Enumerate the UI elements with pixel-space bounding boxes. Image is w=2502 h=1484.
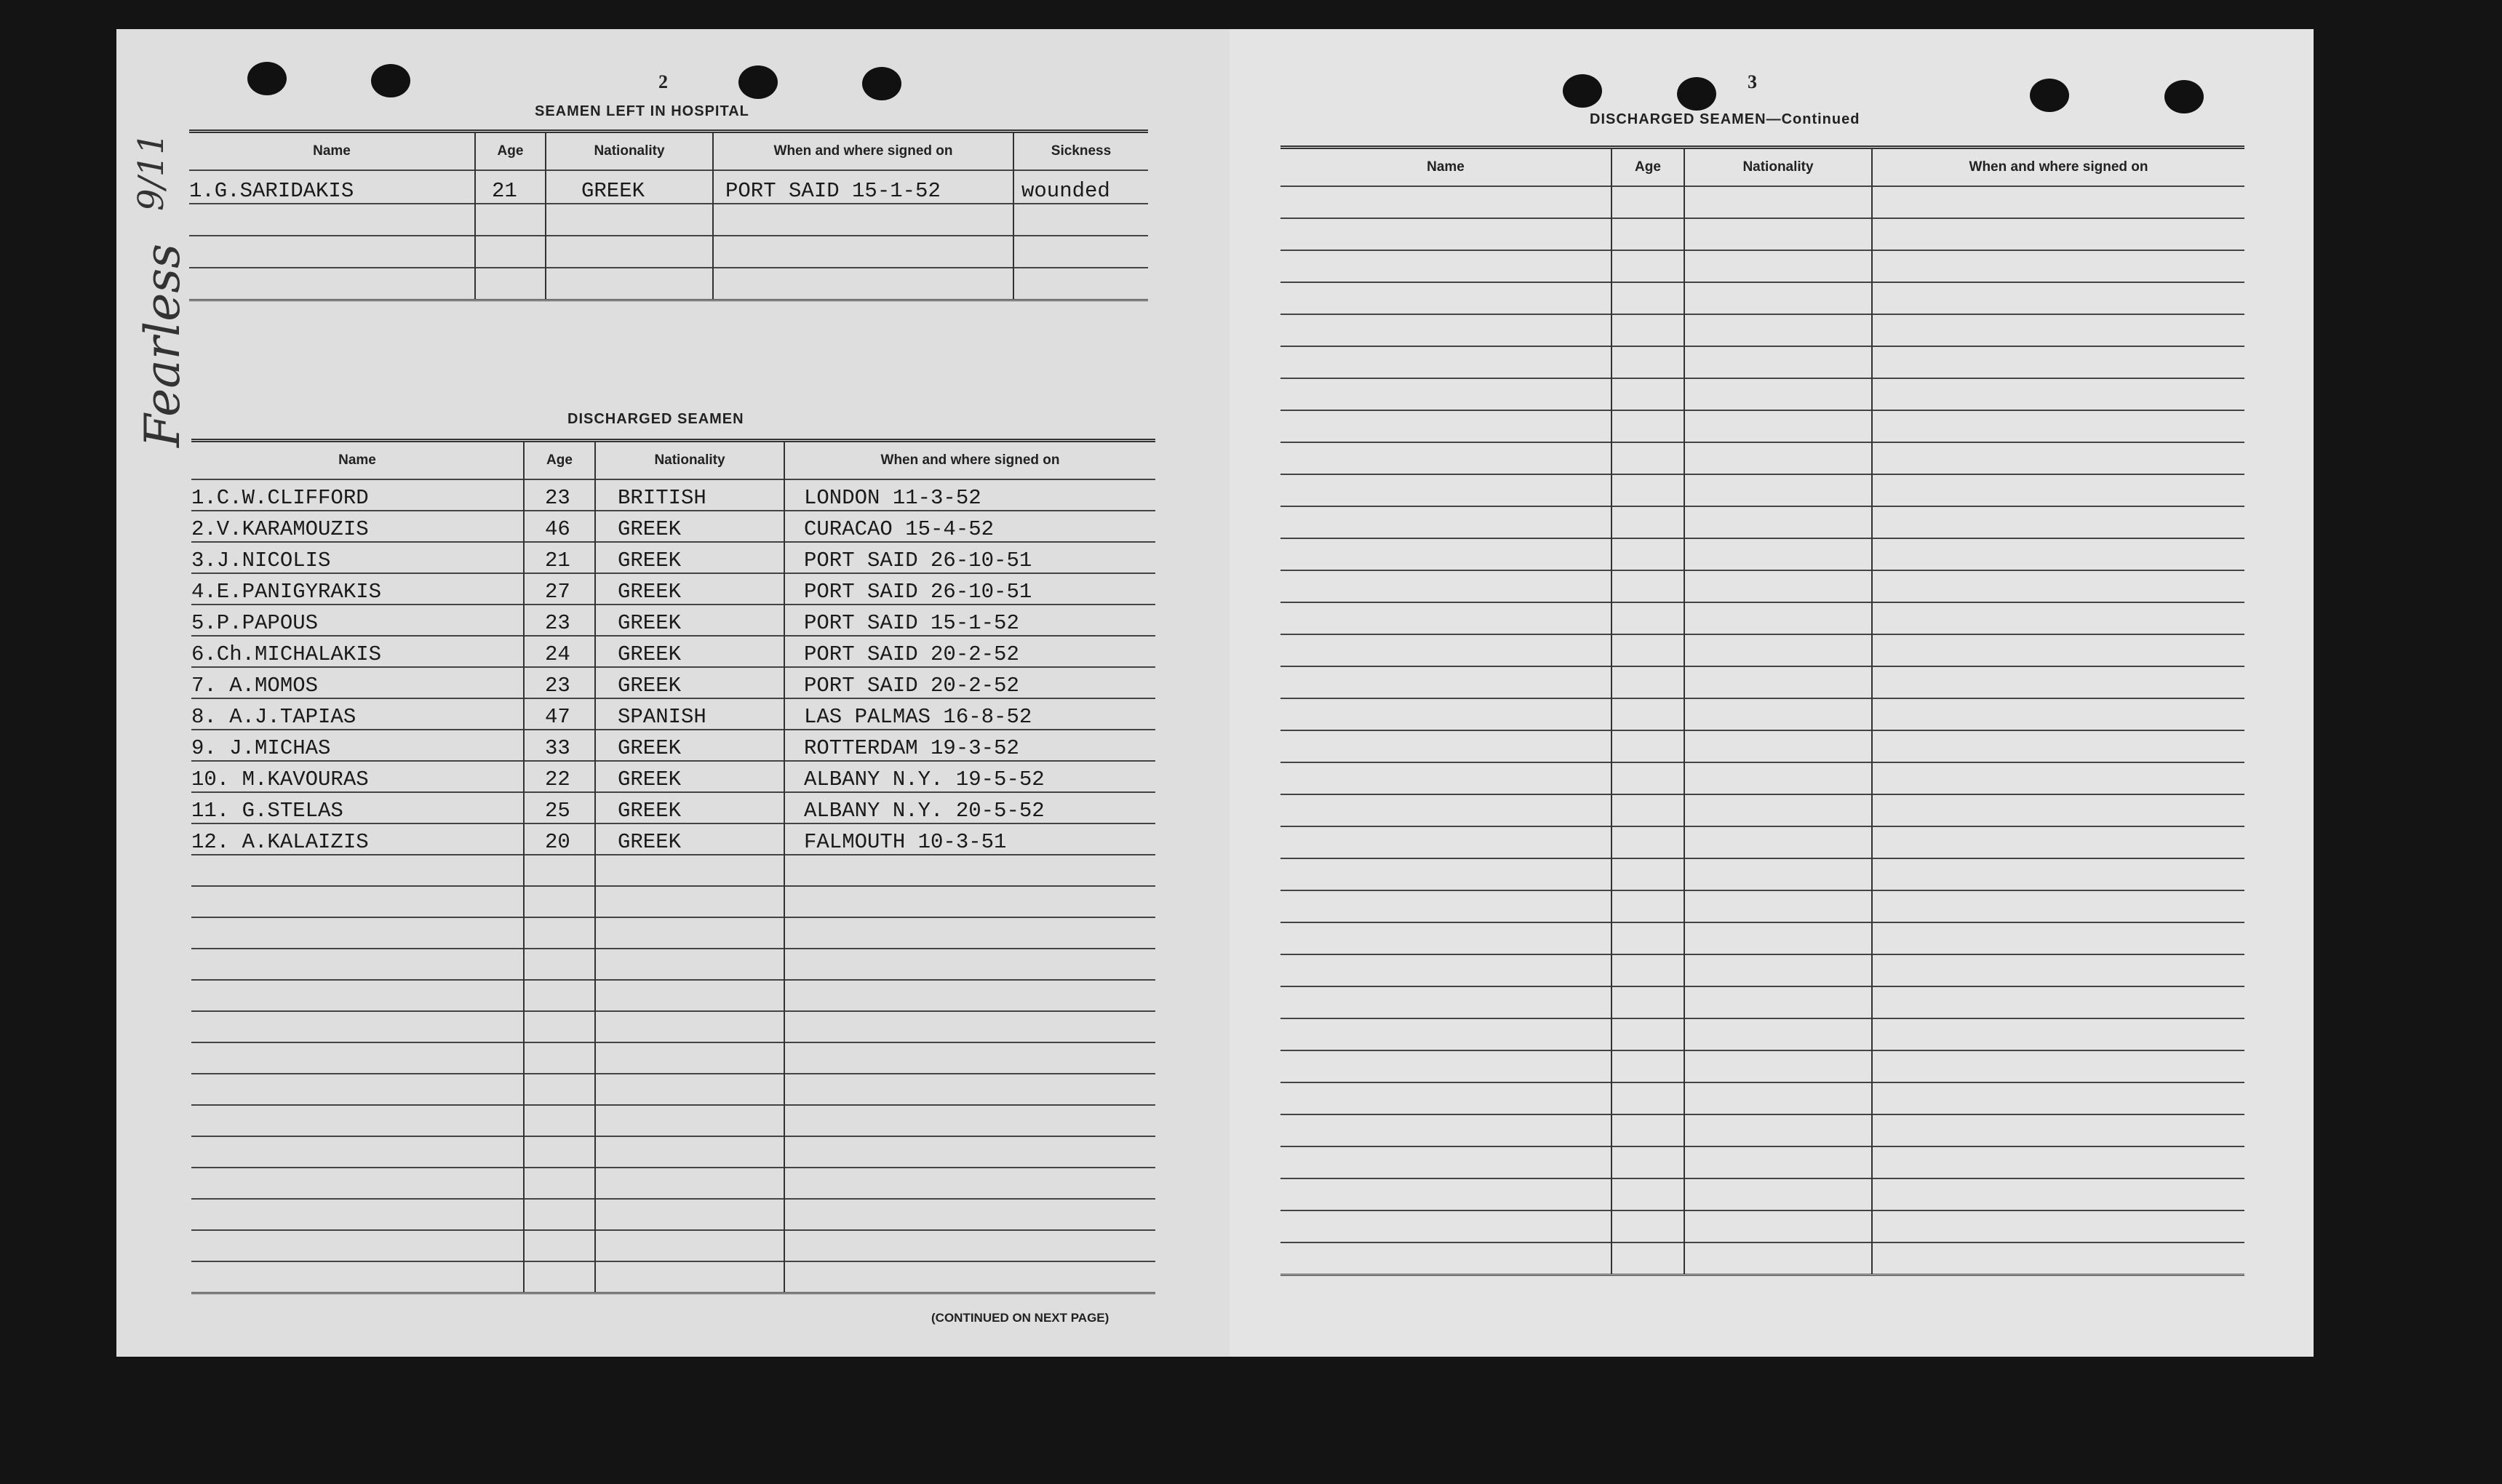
table-row — [1280, 538, 2244, 570]
cell-name: 9. J.MICHAS — [191, 730, 524, 761]
cell-age: 23 — [524, 479, 595, 511]
table-row — [1280, 794, 2244, 826]
table-row — [191, 730, 1155, 761]
table-row — [191, 980, 1155, 1011]
margin-note-name: Fearless — [135, 243, 191, 447]
cell-signed-on: PORT SAID 20-2-52 — [784, 667, 1155, 698]
table-row — [191, 698, 1155, 730]
discharged-continued-table — [1280, 145, 2244, 1276]
table-row — [189, 204, 1148, 236]
cell-age: 23 — [524, 605, 595, 636]
table-row — [189, 268, 1148, 300]
cell-nationality: GREEK — [546, 170, 713, 204]
table-row — [1280, 602, 2244, 634]
col-header-signed-on: When and where signed on — [784, 441, 1155, 480]
table-row — [191, 511, 1155, 542]
table-row — [1280, 186, 2244, 218]
table-row — [191, 636, 1155, 667]
cell-age: 27 — [524, 573, 595, 605]
cell-age: 21 — [524, 542, 595, 573]
punch-hole — [738, 65, 778, 99]
table-row — [191, 1199, 1155, 1230]
discharged-section-title: DISCHARGED SEAMEN — [567, 411, 744, 427]
table-row — [1280, 762, 2244, 794]
right-page — [1230, 29, 2314, 1357]
col-header-name: Name — [313, 143, 351, 159]
margin-note-number: 9/11 — [131, 132, 172, 211]
hospital-table — [189, 129, 1148, 301]
table-row — [191, 1105, 1155, 1136]
discharged-header-row — [191, 441, 1155, 480]
cell-signed-on: PORT SAID 15-1-52 — [784, 605, 1155, 636]
cell-signed-on: PORT SAID 26-10-51 — [784, 542, 1155, 573]
table-row — [1280, 922, 2244, 954]
table-row — [1280, 634, 2244, 666]
table-row — [1280, 666, 2244, 698]
table-row — [1280, 314, 2244, 346]
punch-hole — [371, 64, 410, 97]
cell-nationality: GREEK — [595, 542, 784, 573]
cell-name: 1.C.W.CLIFFORD — [191, 479, 524, 511]
punch-hole — [247, 62, 287, 95]
left-page — [116, 29, 1230, 1357]
table-row — [1280, 698, 2244, 730]
cell-name: 2.V.KARAMOUZIS — [191, 511, 524, 542]
table-row — [1280, 730, 2244, 762]
table-row — [1280, 442, 2244, 474]
cell-name: 7. A.MOMOS — [191, 667, 524, 698]
table-row — [1280, 1114, 2244, 1146]
cell-name: 6.Ch.MICHALAKIS — [191, 636, 524, 667]
table-row — [189, 236, 1148, 268]
table-row — [1280, 218, 2244, 250]
table-row — [191, 886, 1155, 917]
table-row — [1280, 1210, 2244, 1242]
table-row — [191, 1074, 1155, 1105]
cell-signed-on: LONDON 11-3-52 — [784, 479, 1155, 511]
punch-hole — [1563, 74, 1602, 108]
cell-nationality: GREEK — [595, 667, 784, 698]
punch-hole — [862, 67, 901, 100]
table-row — [1280, 378, 2244, 410]
cell-name: 10. M.KAVOURAS — [191, 761, 524, 792]
hospital-section-title: SEAMEN LEFT IN HOSPITAL — [535, 103, 749, 119]
table-row — [191, 823, 1155, 855]
cell-age: 23 — [524, 667, 595, 698]
table-row — [191, 1042, 1155, 1074]
table-row — [191, 1261, 1155, 1293]
table-row — [1280, 986, 2244, 1018]
cell-name: 4.E.PANIGYRAKIS — [191, 573, 524, 605]
col-header-nationality: Nationality — [595, 441, 784, 480]
col-header-nationality: Nationality — [546, 132, 713, 171]
table-row — [1280, 346, 2244, 378]
table-row — [1280, 890, 2244, 922]
cell-sickness: wounded — [1013, 170, 1148, 204]
table-row — [191, 479, 1155, 511]
table-row — [191, 792, 1155, 823]
page-number: 3 — [1748, 71, 1757, 92]
table-row — [1280, 826, 2244, 858]
cell-nationality: GREEK — [595, 636, 784, 667]
col-header-age: Age — [1611, 148, 1684, 187]
cell-signed-on: CURACAO 15-4-52 — [784, 511, 1155, 542]
table-row — [1280, 1178, 2244, 1210]
table-row — [191, 1168, 1155, 1199]
cell-age: 24 — [524, 636, 595, 667]
table-row — [191, 949, 1155, 980]
cell-nationality: GREEK — [595, 511, 784, 542]
cell-age: 20 — [524, 823, 595, 855]
col-header-name: Name — [338, 452, 376, 468]
table-row — [191, 855, 1155, 886]
continued-header-row — [1280, 148, 2244, 187]
col-header-age: Age — [475, 132, 546, 171]
table-row — [191, 1230, 1155, 1261]
table-row — [191, 605, 1155, 636]
table-row — [1280, 282, 2244, 314]
cell-nationality: GREEK — [595, 573, 784, 605]
punch-hole — [2164, 80, 2204, 113]
table-row — [1280, 1146, 2244, 1178]
table-row — [191, 542, 1155, 573]
col-header-signed-on: When and where signed on — [713, 132, 1013, 171]
cell-age: 47 — [524, 698, 595, 730]
cell-signed-on: LAS PALMAS 16-8-52 — [784, 698, 1155, 730]
table-row — [1280, 1242, 2244, 1274]
table-row — [1280, 858, 2244, 890]
table-row — [1280, 474, 2244, 506]
col-header-signed-on: When and where signed on — [1872, 148, 2244, 187]
cell-name: 8. A.J.TAPIAS — [191, 698, 524, 730]
cell-nationality: SPANISH — [595, 698, 784, 730]
continued-note: (CONTINUED ON NEXT PAGE) — [931, 1311, 1109, 1325]
table-row — [189, 170, 1148, 204]
cell-name: 1.G.SARIDAKIS — [189, 170, 475, 204]
cell-name: 5.P.PAPOUS — [191, 605, 524, 636]
cell-age: 22 — [524, 761, 595, 792]
table-row — [191, 1011, 1155, 1042]
col-header-age: Age — [524, 441, 595, 480]
col-header-nationality: Nationality — [1684, 148, 1872, 187]
col-header-name: Name — [1427, 159, 1465, 175]
cell-age: 21 — [475, 170, 546, 204]
cell-signed-on: ALBANY N.Y. 19-5-52 — [784, 761, 1155, 792]
cell-age: 46 — [524, 511, 595, 542]
table-row — [1280, 1050, 2244, 1082]
cell-age: 25 — [524, 792, 595, 823]
table-row — [191, 667, 1155, 698]
punch-hole — [1677, 77, 1716, 111]
cell-nationality: GREEK — [595, 792, 784, 823]
punch-hole — [2030, 79, 2069, 112]
table-row — [1280, 570, 2244, 602]
cell-nationality: GREEK — [595, 730, 784, 761]
cell-nationality: BRITISH — [595, 479, 784, 511]
cell-nationality: GREEK — [595, 605, 784, 636]
table-row — [1280, 1082, 2244, 1114]
table-row — [1280, 954, 2244, 986]
cell-age: 33 — [524, 730, 595, 761]
cell-nationality: GREEK — [595, 761, 784, 792]
cell-signed-on: ROTTERDAM 19-3-52 — [784, 730, 1155, 761]
table-row — [1280, 1018, 2244, 1050]
cell-signed-on: PORT SAID 26-10-51 — [784, 573, 1155, 605]
table-row — [191, 573, 1155, 605]
table-row — [191, 1136, 1155, 1168]
table-row — [1280, 410, 2244, 442]
continued-section-title: DISCHARGED SEAMEN—Continued — [1590, 111, 1860, 127]
cell-nationality: GREEK — [595, 823, 784, 855]
cell-signed-on: FALMOUTH 10-3-51 — [784, 823, 1155, 855]
col-header-sickness: Sickness — [1013, 132, 1148, 171]
cell-name: 3.J.NICOLIS — [191, 542, 524, 573]
table-row — [1280, 250, 2244, 282]
discharged-table — [191, 439, 1155, 1294]
page-number: 2 — [658, 71, 668, 92]
cell-signed-on: PORT SAID 20-2-52 — [784, 636, 1155, 667]
cell-signed-on: PORT SAID 15-1-52 — [713, 170, 1013, 204]
cell-name: 11. G.STELAS — [191, 792, 524, 823]
cell-signed-on: ALBANY N.Y. 20-5-52 — [784, 792, 1155, 823]
document-sheet — [116, 29, 2314, 1357]
table-row — [191, 917, 1155, 949]
cell-name: 12. A.KALAIZIS — [191, 823, 524, 855]
table-row — [191, 761, 1155, 792]
table-row — [1280, 506, 2244, 538]
hospital-header-row — [189, 132, 1148, 171]
